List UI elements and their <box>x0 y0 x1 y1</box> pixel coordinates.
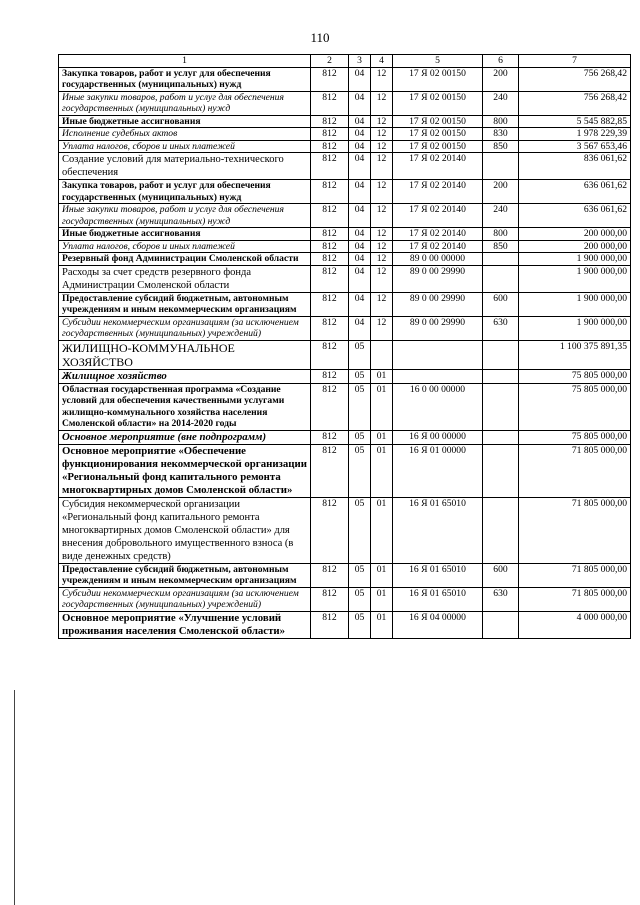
admin-code: 812 <box>311 140 349 153</box>
section-code: 05 <box>349 563 371 587</box>
section-code: 05 <box>349 430 371 444</box>
table-row <box>59 115 631 128</box>
expense-type: 830 <box>483 128 519 141</box>
amount: 636 061,62 <box>519 204 631 228</box>
subsection-code: 12 <box>371 240 393 253</box>
target-article: 17 Я 02 20140 <box>393 153 483 180</box>
expense-type: 630 <box>483 587 519 611</box>
amount: 1 900 000,00 <box>519 316 631 340</box>
row-name: Уплата налогов, сборов и иных платежей <box>59 240 311 253</box>
row-name: Иные бюджетные ассигнования <box>59 228 311 241</box>
expense-type: 630 <box>483 316 519 340</box>
section-code: 04 <box>349 204 371 228</box>
table-row <box>59 253 631 266</box>
subsection-code: 12 <box>371 316 393 340</box>
amount: 756 268,42 <box>519 67 631 91</box>
target-article: 17 Я 02 00150 <box>393 91 483 115</box>
table-row <box>59 204 631 228</box>
expense-type: 850 <box>483 140 519 153</box>
section-code: 04 <box>349 91 371 115</box>
target-article: 16 Я 04 00000 <box>393 611 483 638</box>
target-article: 17 Я 02 00150 <box>393 67 483 91</box>
amount: 75 805 000,00 <box>519 369 631 383</box>
expense-type <box>483 383 519 430</box>
target-article: 17 Я 02 20140 <box>393 180 483 204</box>
table-row <box>59 611 631 638</box>
budget-table <box>58 54 631 639</box>
row-name: Жилищное хозяйство <box>59 369 311 383</box>
table-row <box>59 497 631 563</box>
section-code: 05 <box>349 369 371 383</box>
admin-code: 812 <box>311 240 349 253</box>
section-code: 05 <box>349 383 371 430</box>
header-cell: 6 <box>483 55 519 68</box>
target-article: 17 Я 02 20140 <box>393 204 483 228</box>
admin-code: 812 <box>311 611 349 638</box>
table-row <box>59 153 631 180</box>
target-article: 16 Я 00 00000 <box>393 430 483 444</box>
table-row <box>59 91 631 115</box>
row-name: Предоставление субсидий бюджетным, автономным учреждениям и иным некоммерческим организациям <box>59 292 311 316</box>
row-name: Субсидии некоммерческим организациям (за исключением государственных (муниципальных) учреждений) <box>59 587 311 611</box>
amount: 4 000 000,00 <box>519 611 631 638</box>
subsection-code: 12 <box>371 67 393 91</box>
expense-type <box>483 611 519 638</box>
section-code: 04 <box>349 67 371 91</box>
expense-type: 240 <box>483 204 519 228</box>
admin-code: 812 <box>311 204 349 228</box>
admin-code: 812 <box>311 115 349 128</box>
amount: 71 805 000,00 <box>519 563 631 587</box>
subsection-code: 12 <box>371 128 393 141</box>
row-name: Иные закупки товаров, работ и услуг для обеспечения государственных (муниципальных) нужд <box>59 204 311 228</box>
row-name: Основное мероприятие «Улучшение условий проживания населения Смоленской области» <box>59 611 311 638</box>
section-code: 04 <box>349 240 371 253</box>
target-article: 89 0 00 29990 <box>393 316 483 340</box>
subsection-code: 12 <box>371 253 393 266</box>
expense-type: 600 <box>483 292 519 316</box>
subsection-code: 12 <box>371 140 393 153</box>
amount: 1 900 000,00 <box>519 253 631 266</box>
table-row <box>59 430 631 444</box>
subsection-code: 12 <box>371 115 393 128</box>
target-article: 16 Я 01 65010 <box>393 587 483 611</box>
subsection-code: 01 <box>371 563 393 587</box>
amount: 71 805 000,00 <box>519 587 631 611</box>
expense-type <box>483 369 519 383</box>
subsection-code: 01 <box>371 611 393 638</box>
subsection-code: 01 <box>371 587 393 611</box>
target-article: 16 Я 01 65010 <box>393 497 483 563</box>
table-row <box>59 340 631 369</box>
expense-type: 240 <box>483 91 519 115</box>
section-code: 05 <box>349 587 371 611</box>
target-article: 17 Я 02 20140 <box>393 240 483 253</box>
target-article: 89 0 00 29990 <box>393 265 483 292</box>
target-article <box>393 340 483 369</box>
table-row <box>59 369 631 383</box>
table-row <box>59 265 631 292</box>
row-name: Расходы за счет средств резервного фонда Администрации Смоленской области <box>59 265 311 292</box>
target-article: 89 0 00 29990 <box>393 292 483 316</box>
admin-code: 812 <box>311 228 349 241</box>
row-name: Иные бюджетные ассигнования <box>59 115 311 128</box>
row-name: Предоставление субсидий бюджетным, автономным учреждениям и иным некоммерческим организациям <box>59 563 311 587</box>
amount: 200 000,00 <box>519 240 631 253</box>
section-code: 04 <box>349 140 371 153</box>
section-code: 04 <box>349 292 371 316</box>
subsection-code: 12 <box>371 153 393 180</box>
table-row <box>59 563 631 587</box>
expense-type: 200 <box>483 180 519 204</box>
header-cell: 7 <box>519 55 631 68</box>
row-name: Закупка товаров, работ и услуг для обеспечения государственных (муниципальных) нужд <box>59 67 311 91</box>
header-cell: 5 <box>393 55 483 68</box>
section-code: 04 <box>349 115 371 128</box>
target-article: 16 0 00 00000 <box>393 383 483 430</box>
expense-type: 800 <box>483 228 519 241</box>
target-article: 17 Я 02 00150 <box>393 140 483 153</box>
row-name: Основное мероприятие «Обеспечение функционирования некоммерческой организации «Региональный фонд капитального ремонта многоквартирных домов Смоленской области» <box>59 444 311 497</box>
subsection-code <box>371 340 393 369</box>
header-cell: 4 <box>371 55 393 68</box>
row-name: ЖИЛИЩНО-КОММУНАЛЬНОЕ ХОЗЯЙСТВО <box>59 340 311 369</box>
section-code: 04 <box>349 253 371 266</box>
amount: 3 567 653,46 <box>519 140 631 153</box>
table-row <box>59 383 631 430</box>
target-article: 89 0 00 00000 <box>393 253 483 266</box>
subsection-code: 12 <box>371 265 393 292</box>
header-cell: 2 <box>311 55 349 68</box>
section-code: 05 <box>349 340 371 369</box>
subsection-code: 01 <box>371 430 393 444</box>
expense-type <box>483 340 519 369</box>
admin-code: 812 <box>311 153 349 180</box>
amount: 836 061,62 <box>519 153 631 180</box>
row-name: Субсидия некоммерческой организации «Региональный фонд капитального ремонта многоквартирных домов Смоленской области» для внесения добровольного имущественного взноса (в виде денежных средств) <box>59 497 311 563</box>
section-code: 04 <box>349 180 371 204</box>
row-name: Основное мероприятие (вне подпрограмм) <box>59 430 311 444</box>
table-row <box>59 444 631 497</box>
admin-code: 812 <box>311 587 349 611</box>
target-article: 17 Я 02 20140 <box>393 228 483 241</box>
amount: 1 978 229,39 <box>519 128 631 141</box>
admin-code: 812 <box>311 128 349 141</box>
expense-type <box>483 153 519 180</box>
admin-code: 812 <box>311 292 349 316</box>
admin-code: 812 <box>311 563 349 587</box>
admin-code: 812 <box>311 497 349 563</box>
amount: 1 100 375 891,35 <box>519 340 631 369</box>
admin-code: 812 <box>311 67 349 91</box>
table-row <box>59 240 631 253</box>
target-article <box>393 369 483 383</box>
subsection-code: 12 <box>371 204 393 228</box>
subsection-code: 01 <box>371 444 393 497</box>
section-code: 04 <box>349 128 371 141</box>
row-name: Областная государственная программа «Создание условий для обеспечения качественными услугами жилищно-коммунального хозяйства населения Смоленской области» на 2014-2020 годы <box>59 383 311 430</box>
amount: 71 805 000,00 <box>519 497 631 563</box>
section-code: 05 <box>349 444 371 497</box>
row-name: Создание условий для материально-технического обеспечения <box>59 153 311 180</box>
subsection-code: 01 <box>371 369 393 383</box>
expense-type <box>483 265 519 292</box>
admin-code: 812 <box>311 369 349 383</box>
amount: 200 000,00 <box>519 228 631 241</box>
header-cell: 3 <box>349 55 371 68</box>
subsection-code: 12 <box>371 292 393 316</box>
row-name: Закупка товаров, работ и услуг для обеспечения государственных (муниципальных) нужд <box>59 180 311 204</box>
row-name: Иные закупки товаров, работ и услуг для обеспечения государственных (муниципальных) нужд <box>59 91 311 115</box>
expense-type: 200 <box>483 67 519 91</box>
admin-code: 812 <box>311 253 349 266</box>
admin-code: 812 <box>311 180 349 204</box>
amount: 1 900 000,00 <box>519 265 631 292</box>
admin-code: 812 <box>311 383 349 430</box>
admin-code: 812 <box>311 430 349 444</box>
target-article: 16 Я 01 00000 <box>393 444 483 497</box>
table-row <box>59 128 631 141</box>
table-row <box>59 228 631 241</box>
table-row <box>59 587 631 611</box>
table-row <box>59 140 631 153</box>
section-code: 04 <box>349 316 371 340</box>
target-article: 17 Я 02 00150 <box>393 128 483 141</box>
table-row <box>59 316 631 340</box>
expense-type <box>483 430 519 444</box>
page-number: 110 <box>310 30 330 45</box>
section-code: 05 <box>349 497 371 563</box>
amount: 636 061,62 <box>519 180 631 204</box>
expense-type: 850 <box>483 240 519 253</box>
row-name: Резервный фонд Администрации Смоленской области <box>59 253 311 266</box>
admin-code: 812 <box>311 265 349 292</box>
admin-code: 812 <box>311 91 349 115</box>
admin-code: 812 <box>311 316 349 340</box>
expense-type <box>483 497 519 563</box>
amount: 71 805 000,00 <box>519 444 631 497</box>
table-row <box>59 180 631 204</box>
subsection-code: 01 <box>371 383 393 430</box>
target-article: 16 Я 01 65010 <box>393 563 483 587</box>
admin-code: 812 <box>311 340 349 369</box>
subsection-code: 12 <box>371 180 393 204</box>
header-cell: 1 <box>59 55 311 68</box>
admin-code: 812 <box>311 444 349 497</box>
expense-type <box>483 444 519 497</box>
table-row <box>59 67 631 91</box>
amount: 75 805 000,00 <box>519 383 631 430</box>
section-code: 05 <box>349 611 371 638</box>
amount: 5 545 882,85 <box>519 115 631 128</box>
table-row <box>59 292 631 316</box>
subsection-code: 12 <box>371 91 393 115</box>
scan-margin-line <box>14 690 15 905</box>
expense-type: 800 <box>483 115 519 128</box>
header-row <box>59 55 631 68</box>
target-article: 17 Я 02 00150 <box>393 115 483 128</box>
amount: 1 900 000,00 <box>519 292 631 316</box>
amount: 756 268,42 <box>519 91 631 115</box>
section-code: 04 <box>349 228 371 241</box>
subsection-code: 12 <box>371 228 393 241</box>
row-name: Исполнение судебных актов <box>59 128 311 141</box>
expense-type: 600 <box>483 563 519 587</box>
row-name: Субсидии некоммерческим организациям (за исключением государственных (муниципальных) учреждений) <box>59 316 311 340</box>
expense-type <box>483 253 519 266</box>
section-code: 04 <box>349 265 371 292</box>
row-name: Уплата налогов, сборов и иных платежей <box>59 140 311 153</box>
section-code: 04 <box>349 153 371 180</box>
amount: 75 805 000,00 <box>519 430 631 444</box>
subsection-code: 01 <box>371 497 393 563</box>
